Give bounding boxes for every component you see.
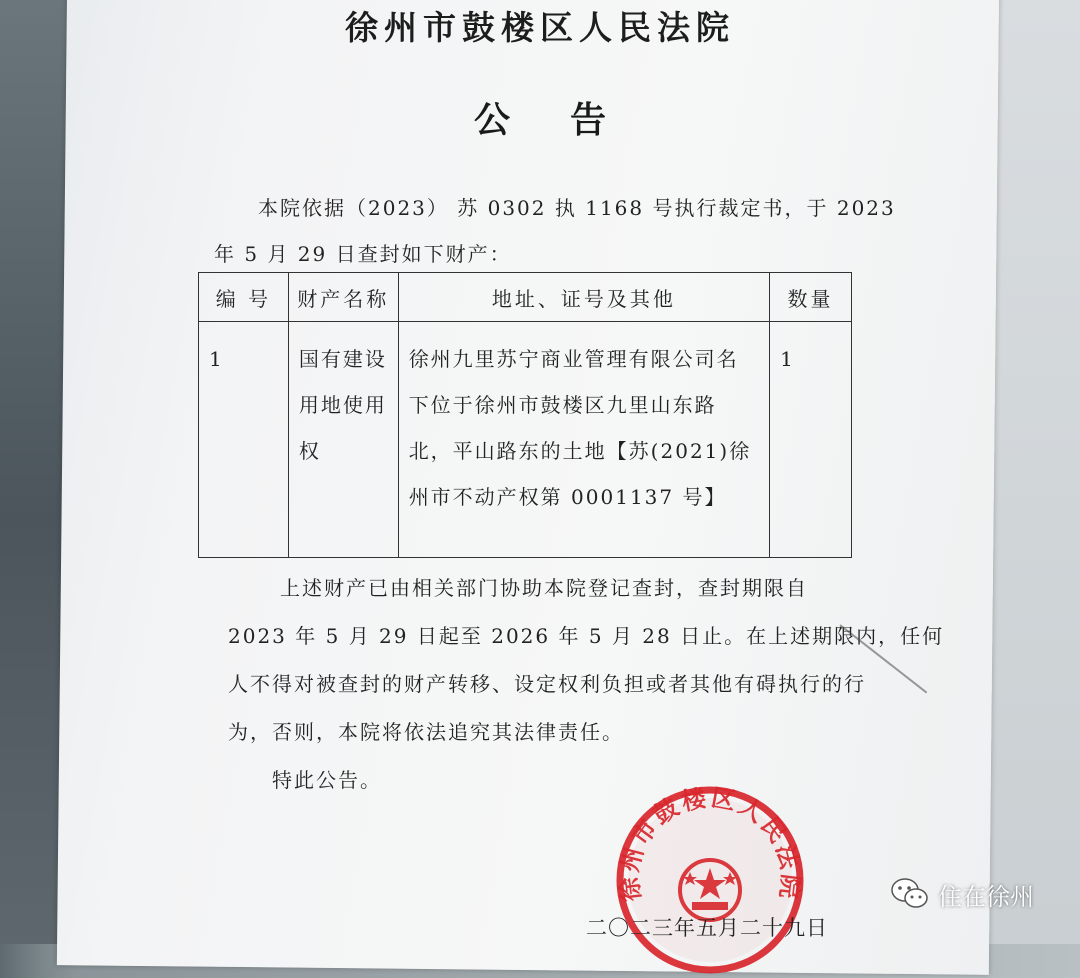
- detail-line: 下位于徐州市鼓楼区九里山东路: [408, 393, 717, 417]
- intro-line-1: 本院依据（2023） 苏 0302 执 1168 号执行裁定书，于 2023: [258, 196, 896, 220]
- body-line-2: 2023 年 5 月 29 日起至 2026 年 5 月 28 日止。在上述期限内，任何: [228, 624, 945, 648]
- court-name: 徐州市鼓楼区人民法院: [345, 8, 735, 47]
- body-line-3: 人不得对被查封的财产转移、设定权利负担或者其他有碍执行的行: [228, 672, 866, 696]
- assets-table: [198, 272, 852, 558]
- wechat-icon: [890, 877, 930, 911]
- header-address-details: 地址、证号及其他: [398, 273, 769, 322]
- table-header-row: [199, 273, 852, 322]
- asset-name-line: 权: [298, 439, 321, 463]
- header-asset-name: 财产名称: [288, 273, 398, 322]
- seal-text: 徐州市鼓楼区人民法院: [615, 783, 805, 903]
- closing-text: 特此公告。: [272, 768, 382, 792]
- detail-line: 北，平山路东的土地【苏(2021)徐: [408, 439, 752, 463]
- detail-line: 州市不动产权第 0001137 号】: [408, 485, 727, 509]
- asset-name-line: 国有建设: [298, 347, 387, 371]
- body-line-4: 为，否则，本院将依法追究其法律责任。: [228, 720, 624, 744]
- court-seal: [612, 782, 808, 978]
- notice-title: 公告: [473, 100, 666, 141]
- cell-asset-name: [288, 322, 398, 558]
- body-line-1: 上述财产已由相关部门协助本院登记查封，查封期限自: [280, 576, 808, 600]
- detail-line: 徐州九里苏宁商业管理有限公司名: [408, 347, 739, 371]
- table-row: [199, 322, 852, 558]
- header-number: 编 号: [199, 273, 289, 322]
- header-quantity: 数量: [770, 273, 852, 322]
- intro-line-2: 年 5 月 29 日查封如下财产：: [214, 242, 512, 266]
- signature-date: 二〇二三年五月二十九日: [586, 916, 828, 940]
- cell-number: 1: [199, 322, 289, 558]
- cell-quantity: 1: [770, 322, 852, 558]
- watermark-text: 住在徐州: [938, 882, 1034, 911]
- asset-name-line: 用地使用: [298, 393, 387, 417]
- cell-address-details: [398, 322, 769, 558]
- wechat-watermark: [890, 874, 1034, 914]
